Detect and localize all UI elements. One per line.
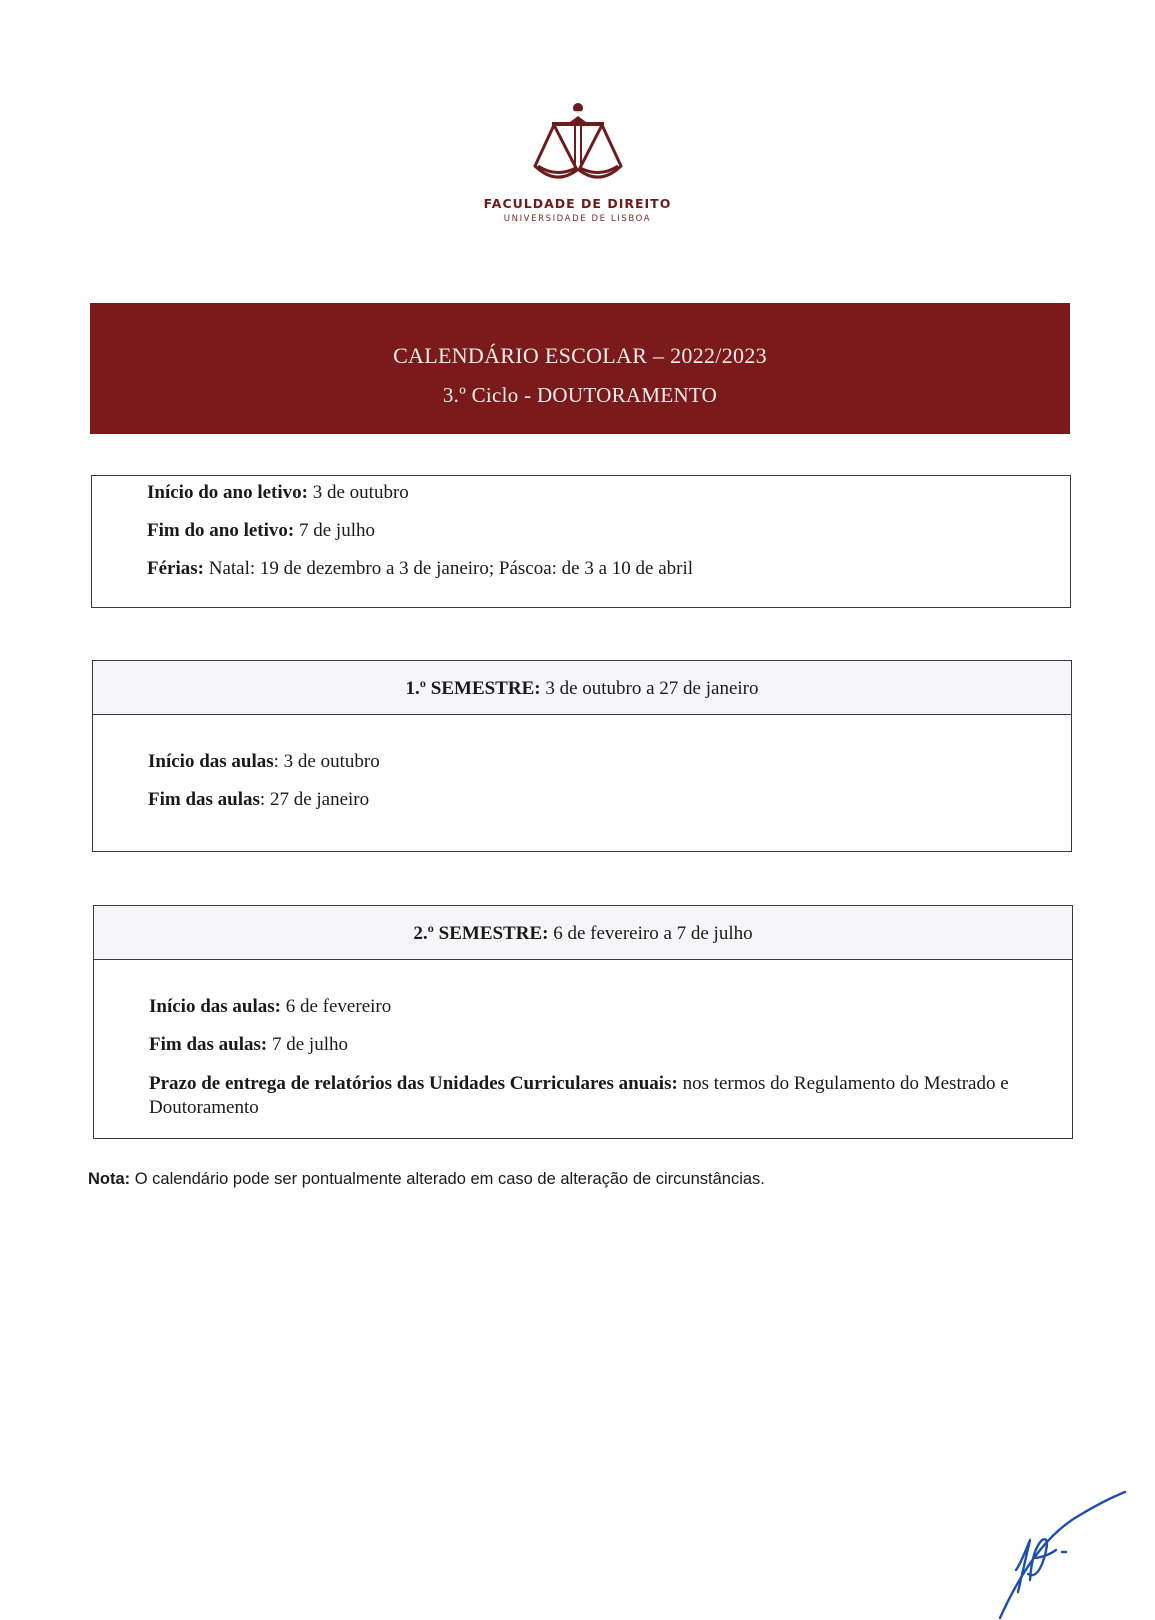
field-value: 3 de outubro [307,482,409,503]
semester-label: 2.º SEMESTRE: [413,923,549,944]
handwritten-signature-icon [990,1470,1150,1620]
field-value: 7 de julho [267,1034,348,1055]
title-banner [90,303,1070,434]
field-value: nos termos do Regulamento do Mestrado e Doutoramento [149,1073,1009,1118]
field-value: 7 de julho [294,520,375,541]
field-label: Fim das aulas [148,789,260,810]
document-subtitle: 3.º Ciclo - DOUTORAMENTO [442,383,718,407]
semester-range: 6 de fevereiro a 7 de julho [548,923,753,944]
holidays-line [147,558,693,580]
field-label: Férias: [147,558,204,579]
semester-range: 3 de outubro a 27 de janeiro [540,678,759,699]
reports-deadline-line [149,1072,1049,1120]
classes-end-line [149,1034,348,1056]
field-label: Prazo de entrega de relatórios das Unidades Curriculares anuais: [149,1073,678,1094]
field-label: Início das aulas: [149,996,281,1017]
semester-2-heading [94,906,1072,960]
field-value: : 3 de outubro [273,751,380,772]
classes-start-line [149,996,391,1018]
semester-1-heading [93,661,1071,715]
institution-name: FACULDADE DE DIREITO [483,196,672,211]
semester-2-box [93,905,1073,1139]
field-value: Natal: 19 de dezembro a 3 de janeiro; Páscoa: de 3 a 10 de abril [203,558,694,579]
end-of-year-line [147,520,375,542]
scales-of-justice-icon [530,100,626,190]
note [88,1170,765,1189]
field-label: Início das aulas [148,751,274,772]
start-of-year-line [147,482,409,504]
semester-label: 1.º SEMESTRE: [405,678,541,699]
field-label: Fim do ano letivo: [147,520,295,541]
field-value: 6 de fevereiro [280,996,392,1017]
note-label: Nota: [88,1170,131,1188]
field-value: : 27 de janeiro [259,789,370,810]
faculty-logo [0,100,1155,224]
classes-end-line [148,789,369,811]
university-name: UNIVERSIDADE DE LISBOA [503,214,652,224]
field-label: Fim das aulas: [149,1034,268,1055]
document-title: CALENDÁRIO ESCOLAR – 2022/2023 [393,343,767,368]
general-dates-box [91,475,1071,608]
classes-start-line [148,751,380,773]
field-label: Início do ano letivo: [147,482,308,503]
semester-1-box [92,660,1072,852]
note-text: O calendário pode ser pontualmente alterado em caso de alteração de circunstâncias. [130,1170,765,1188]
